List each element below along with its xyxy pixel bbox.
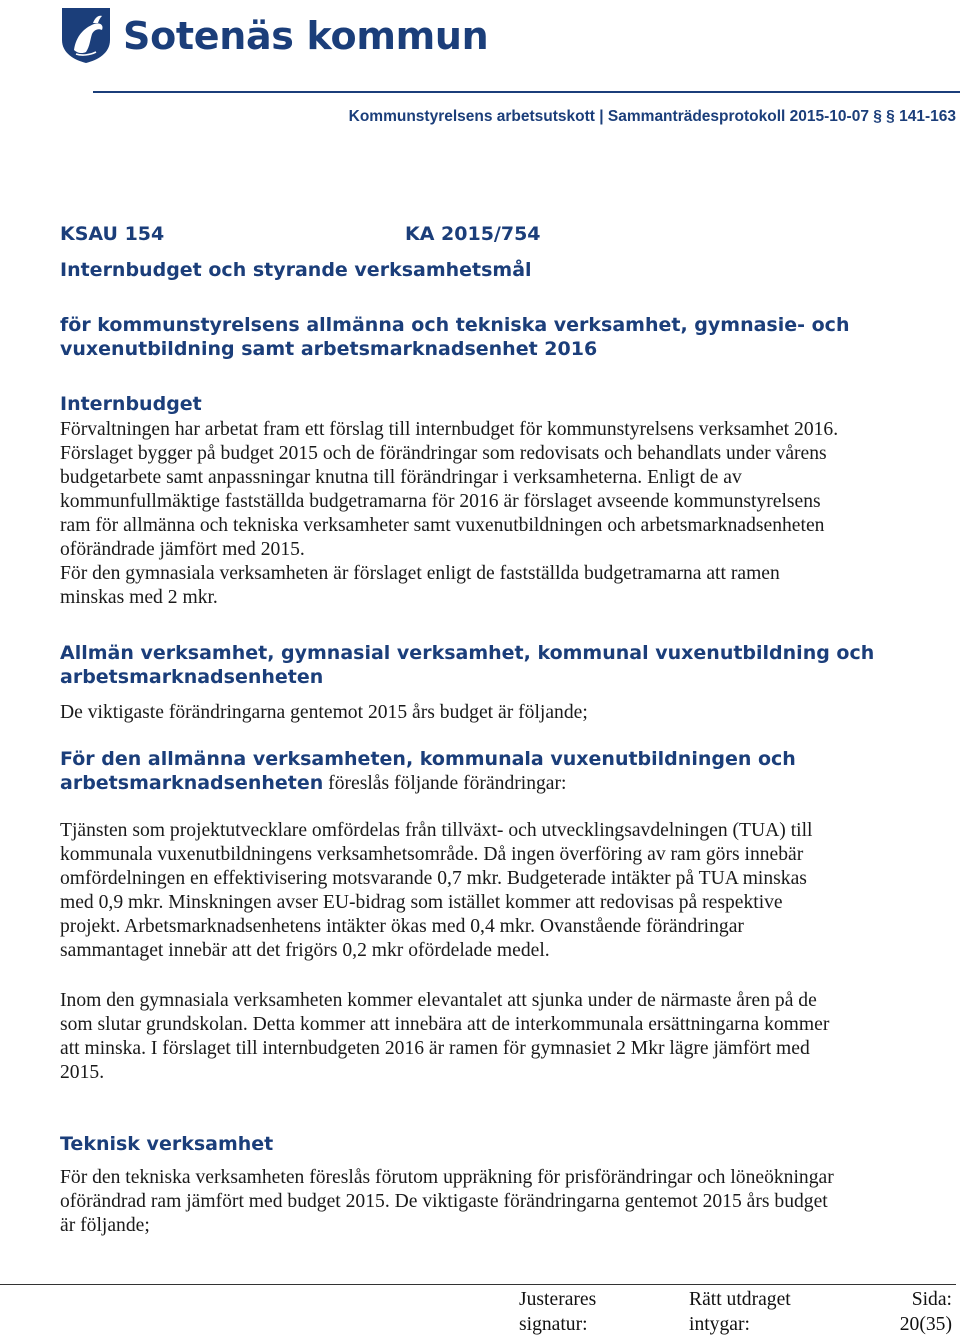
section-teknisk [60,1132,940,1238]
paragraph-line: budgetarbete samt anpassningar knutna till förändringar i verksamheterna. Enligt de av [60,467,742,488]
case-subtitle [60,313,940,361]
case-subtitle-line: vuxenutbildning samt arbetsmarknadsenhet 2016 [60,338,598,360]
paragraph-line: att minska. I förslaget till internbudgeten 2016 är ramen för gymnasiet 2 Mkr lägre jämfört med [60,1038,810,1059]
paragraph-line: För den tekniska verksamheten föreslås förutom uppräkning för prisförändringar och löneökningar [60,1167,834,1188]
case-number: KA 2015/754 [405,223,541,245]
sub-heading-line: För den allmänna verksamheten, kommunala vuxenutbildningen och [60,748,796,770]
section-heading-line: Allmän verksamhet, gymnasial verksamhet, kommunal vuxenutbildning och [60,642,875,664]
paragraph-line: Tjänsten som projektutvecklare omfördelas från tillväxt- och utvecklingsavdelningen (TUA) till [60,820,813,841]
page-label: Sida: [911,1289,952,1310]
header-rule [93,91,960,93]
paragraph-line: kommunfullmäktige fastställda budgetramarna för 2016 är förslaget avseende kommunstyrelsens [60,491,821,512]
paragraph-line: För den gymnasiala verksamheten är förslaget enligt de fastställda budgetramarna att ramen [60,563,780,584]
paragraph-line: som slutar grundskolan. Detta kommer att innebära att de interkommunala ersättningarna kommer [60,1014,830,1035]
paragraph-line: omfördelningen en effektivisering motsvarande 0,7 mkr. Budgeterade intäkter på TUA minskas [60,868,807,889]
municipality-shield-icon [60,6,112,64]
logo-wordmark: Sotenäs kommun [123,14,489,58]
sub-heading-bold: arbetsmarknadsenheten [60,772,324,794]
paragraph-line: Inom den gymnasiala verksamheten kommer elevantalet att sjunka under de närmaste åren på de [60,990,817,1011]
section-heading: Internbudget [60,393,202,415]
paragraph-line: minskas med 2 mkr. [60,587,218,608]
logo [60,6,489,64]
protocol-reference: Kommunstyrelsens arbetsutskott | Sammanträdesprotokoll 2015-10-07 § § 141-163 [348,108,956,125]
paragraph-line: 2015. [60,1062,105,1083]
paragraph-line: är följande; [60,1215,150,1236]
paragraph-line: Förslaget bygger på budget 2015 och de förändringar som redovisats och behandlats under vårens [60,443,827,464]
paragraph-gymnasium [60,989,940,1085]
paragraph-line: oförändrad ram jämfört med budget 2015. De viktigaste förändringarna gentemot 2015 års budget [60,1191,828,1212]
sub-heading-rest: föreslås följande förändringar: [323,773,567,794]
paragraph-tua [60,819,940,963]
section-intro: De viktigaste förändringarna gentemot 2015 års budget är följande; [60,702,588,723]
case-title: Internbudget och styrande verksamhetsmål [60,259,532,281]
footer-rule [0,1284,956,1285]
paragraph-line: Förvaltningen har arbetat fram ett förslag till internbudget för kommunstyrelsens verksamhet 2016. [60,419,839,440]
sub-heading-line [60,771,940,796]
case-subtitle-line: för kommunstyrelsens allmänna och tekniska verksamhet, gymnasie- och [60,314,850,336]
justerares-label: Justerares [519,1289,597,1310]
paragraph-line: oförändrade jämfört med 2015. [60,539,305,560]
utdrag-intygar-label: intygar: [689,1314,750,1335]
sub-heading [60,747,940,796]
section-internbudget [60,392,940,610]
paragraph-line: ram för allmänna och tekniska verksamheter samt vuxenutbildningen och arbetsmarknadsenheten [60,515,825,536]
section-heading: Teknisk verksamhet [60,1133,274,1155]
section-heading-line: arbetsmarknadsenheten [60,666,324,688]
utdrag-label: Rätt utdraget [689,1289,791,1310]
paragraph-line: sammantaget innebär att det frigörs 0,2 mkr ofördelade medel. [60,940,550,961]
case-id: KSAU 154 [60,223,165,245]
case-heading [60,222,940,282]
justerares-signatur-label: signatur: [519,1314,588,1335]
page-number: 20(35) [899,1314,952,1335]
section-allman [60,641,940,725]
paragraph-line: med 0,9 mkr. Minskningen avser EU-bidrag som istället kommer att redovisas på respektive [60,892,783,913]
paragraph-line: kommunala vuxenutbildningens verksamhetsområde. Då ingen överföring av ram görs innebär [60,844,804,865]
paragraph-line: projekt. Arbetsmarknadsenhetens intäkter ökas med 0,4 mkr. Ovanstående förändringar [60,916,744,937]
